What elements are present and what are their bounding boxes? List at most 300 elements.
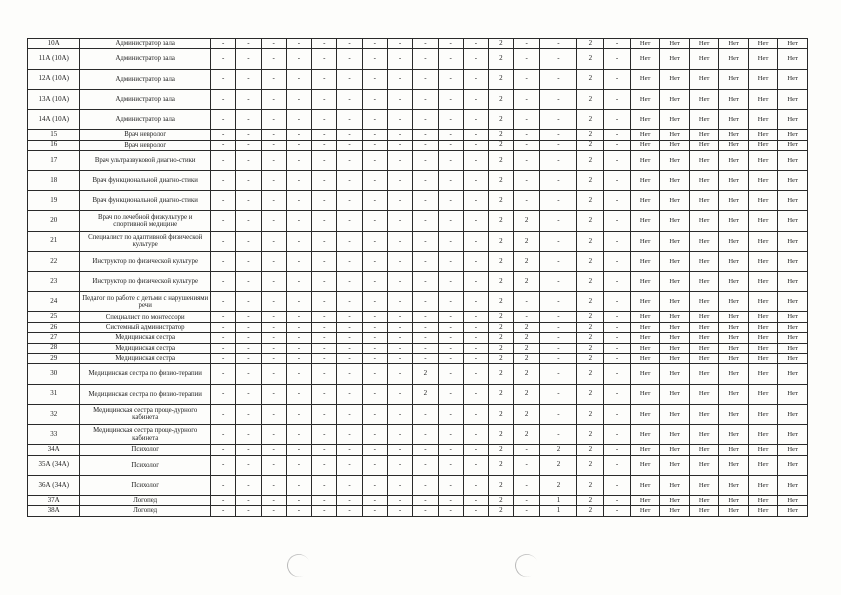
table-cell: Нет	[689, 445, 718, 455]
table-row	[28, 251, 808, 271]
table-cell: -	[604, 272, 631, 292]
table-cell: -	[286, 109, 311, 129]
table-cell: 2	[489, 109, 514, 129]
table-cell: -	[362, 150, 387, 170]
table-cell: -	[236, 140, 261, 150]
table-cell: 2	[577, 130, 604, 140]
table-cell: -	[463, 506, 488, 516]
table-cell: -	[286, 231, 311, 251]
table-cell: Нет	[748, 424, 777, 444]
table-cell: Нет	[689, 333, 718, 343]
table-cell: -	[604, 171, 631, 191]
table-cell: -	[413, 191, 438, 211]
table-row	[28, 312, 808, 322]
table-cell: -	[463, 140, 488, 150]
table-cell: Нет	[778, 404, 808, 424]
table-cell: -	[438, 455, 463, 475]
table-cell: Нет	[778, 150, 808, 170]
table-cell: -	[438, 495, 463, 505]
table-cell: Нет	[689, 251, 718, 271]
table-cell: -	[236, 49, 261, 69]
table-cell: Нет	[719, 475, 748, 495]
table-cell: -	[210, 364, 235, 384]
table-cell: -	[513, 130, 540, 140]
table-cell: Нет	[748, 322, 777, 332]
table-cell: -	[312, 353, 337, 363]
table-cell: -	[337, 322, 362, 332]
table-cell: -	[513, 445, 540, 455]
table-cell: -	[362, 231, 387, 251]
table-cell: 2	[513, 353, 540, 363]
table-cell: -	[387, 506, 412, 516]
table-cell: -	[540, 130, 577, 140]
table-cell: -	[312, 384, 337, 404]
table-cell: Нет	[689, 312, 718, 322]
position-name: Администратор зала	[80, 109, 211, 129]
table-cell: Нет	[748, 445, 777, 455]
table-cell: -	[312, 231, 337, 251]
table-cell: Нет	[630, 333, 659, 343]
table-cell: 2	[513, 343, 540, 353]
table-cell: -	[604, 312, 631, 322]
table-cell: Нет	[660, 69, 689, 89]
table-cell: -	[337, 506, 362, 516]
table-cell: -	[413, 69, 438, 89]
table-cell: 2	[577, 475, 604, 495]
table-cell: -	[413, 475, 438, 495]
table-cell: -	[540, 251, 577, 271]
table-row	[28, 211, 808, 231]
table-cell: -	[413, 251, 438, 271]
table-cell: Нет	[719, 191, 748, 211]
table-row	[28, 109, 808, 129]
table-cell: Нет	[630, 495, 659, 505]
table-cell: -	[337, 353, 362, 363]
table-cell: -	[210, 475, 235, 495]
table-cell: -	[210, 333, 235, 343]
table-cell: -	[362, 404, 387, 424]
table-cell: Нет	[630, 39, 659, 49]
position-name: Специалист по монтессори	[80, 312, 211, 322]
table-cell: -	[210, 211, 235, 231]
table-cell: -	[540, 272, 577, 292]
table-cell: -	[236, 445, 261, 455]
table-cell: Нет	[660, 292, 689, 312]
table-cell: -	[438, 69, 463, 89]
table-cell: -	[362, 333, 387, 343]
table-cell: -	[312, 455, 337, 475]
table-cell: -	[286, 89, 311, 109]
table-cell: -	[413, 506, 438, 516]
table-cell: Нет	[689, 191, 718, 211]
table-cell: -	[261, 343, 286, 353]
table-cell: -	[362, 475, 387, 495]
table-cell: -	[362, 211, 387, 231]
table-cell: -	[210, 495, 235, 505]
position-name: Медицинская сестра	[80, 343, 211, 353]
position-name: Врач невролог	[80, 140, 211, 150]
table-cell: -	[312, 251, 337, 271]
table-cell: Нет	[630, 150, 659, 170]
table-cell: 2	[513, 272, 540, 292]
position-name: Врач функциональной диагно-стики	[80, 191, 211, 211]
table-cell: -	[513, 109, 540, 129]
table-cell: -	[362, 49, 387, 69]
table-cell: 2	[489, 445, 514, 455]
table-cell: Нет	[719, 353, 748, 363]
table-cell: Нет	[778, 353, 808, 363]
table-cell: Нет	[630, 445, 659, 455]
table-cell: Нет	[748, 404, 777, 424]
row-number: 37А	[28, 495, 80, 505]
table-cell: Нет	[660, 445, 689, 455]
table-cell: -	[337, 89, 362, 109]
table-cell: -	[438, 231, 463, 251]
table-cell: 2	[577, 424, 604, 444]
table-cell: Нет	[719, 495, 748, 505]
table-cell: -	[337, 495, 362, 505]
table-cell: -	[513, 495, 540, 505]
row-number: 27	[28, 333, 80, 343]
row-number: 24	[28, 292, 80, 312]
table-cell: 2	[577, 231, 604, 251]
table-cell: -	[286, 475, 311, 495]
table-cell: -	[236, 455, 261, 475]
table-cell: Нет	[689, 150, 718, 170]
table-cell: -	[463, 424, 488, 444]
table-cell: 2	[489, 140, 514, 150]
row-number: 12А (10А)	[28, 69, 80, 89]
table-cell: -	[540, 39, 577, 49]
position-name: Психолог	[80, 455, 211, 475]
table-cell: Нет	[630, 455, 659, 475]
row-number: 14А (10А)	[28, 109, 80, 129]
table-row	[28, 231, 808, 251]
table-cell: 2	[540, 445, 577, 455]
table-cell: Нет	[630, 231, 659, 251]
table-cell: -	[236, 251, 261, 271]
table-cell: -	[261, 191, 286, 211]
table-cell: -	[463, 89, 488, 109]
table-cell: -	[413, 322, 438, 332]
table-cell: -	[438, 109, 463, 129]
table-cell: -	[387, 211, 412, 231]
table-cell: -	[210, 109, 235, 129]
table-cell: Нет	[748, 272, 777, 292]
table-cell: 2	[577, 211, 604, 231]
table-cell: Нет	[689, 49, 718, 69]
table-cell: 2	[489, 272, 514, 292]
table-body	[28, 39, 808, 517]
table-cell: -	[413, 130, 438, 140]
table-cell: -	[362, 191, 387, 211]
table-cell: -	[413, 292, 438, 312]
table-cell: -	[337, 272, 362, 292]
table-cell: -	[362, 109, 387, 129]
table-cell: -	[438, 89, 463, 109]
table-cell: -	[362, 384, 387, 404]
table-cell: -	[413, 231, 438, 251]
table-cell: -	[413, 445, 438, 455]
position-name: Психолог	[80, 445, 211, 455]
table-cell: 1	[540, 495, 577, 505]
table-cell: -	[362, 343, 387, 353]
table-cell: 2	[489, 251, 514, 271]
row-number: 10А	[28, 39, 80, 49]
row-number: 35А (34А)	[28, 455, 80, 475]
table-cell: 2	[489, 49, 514, 69]
table-cell: 2	[513, 211, 540, 231]
table-cell: -	[463, 109, 488, 129]
table-cell: -	[261, 231, 286, 251]
table-cell: 2	[577, 343, 604, 353]
table-cell: Нет	[630, 251, 659, 271]
table-cell: -	[387, 251, 412, 271]
table-row	[28, 404, 808, 424]
table-cell: -	[236, 171, 261, 191]
table-cell: -	[438, 404, 463, 424]
table-row	[28, 445, 808, 455]
table-cell: -	[604, 39, 631, 49]
table-cell: Нет	[630, 404, 659, 424]
table-cell: Нет	[719, 506, 748, 516]
workplace-table	[27, 38, 808, 517]
table-cell: Нет	[778, 333, 808, 343]
table-cell: -	[540, 312, 577, 322]
table-cell: Нет	[748, 39, 777, 49]
table-cell: 2	[577, 506, 604, 516]
table-cell: -	[362, 424, 387, 444]
table-cell: -	[236, 506, 261, 516]
table-cell: -	[438, 191, 463, 211]
table-cell: -	[312, 150, 337, 170]
table-cell: -	[604, 211, 631, 231]
table-cell: -	[337, 384, 362, 404]
table-row	[28, 292, 808, 312]
table-cell: Нет	[660, 353, 689, 363]
table-cell: Нет	[719, 150, 748, 170]
table-cell: Нет	[689, 231, 718, 251]
table-cell: -	[261, 171, 286, 191]
table-cell: -	[513, 475, 540, 495]
table-cell: -	[337, 231, 362, 251]
table-cell: Нет	[689, 69, 718, 89]
table-cell: Нет	[689, 424, 718, 444]
row-number: 31	[28, 384, 80, 404]
table-cell: Нет	[660, 140, 689, 150]
table-cell: 2	[489, 171, 514, 191]
table-cell: -	[604, 251, 631, 271]
table-cell: 2	[577, 251, 604, 271]
table-cell: -	[604, 424, 631, 444]
table-cell: Нет	[630, 384, 659, 404]
table-cell: Нет	[630, 140, 659, 150]
position-name: Медицинская сестра	[80, 353, 211, 363]
row-number: 13А (10А)	[28, 89, 80, 109]
table-cell: Нет	[630, 343, 659, 353]
table-cell: -	[387, 353, 412, 363]
table-cell: -	[236, 272, 261, 292]
table-cell: -	[312, 272, 337, 292]
table-cell: Нет	[748, 89, 777, 109]
table-cell: -	[312, 424, 337, 444]
table-cell: 2	[489, 39, 514, 49]
table-cell: -	[210, 445, 235, 455]
table-cell: -	[210, 384, 235, 404]
table-row	[28, 191, 808, 211]
table-cell: 2	[577, 49, 604, 69]
table-cell: Нет	[660, 130, 689, 140]
table-cell: -	[604, 231, 631, 251]
position-name: Специалист по адаптивной физической культуре	[80, 231, 211, 251]
table-cell: -	[387, 322, 412, 332]
table-cell: -	[387, 171, 412, 191]
table-cell: -	[513, 69, 540, 89]
table-cell: -	[337, 455, 362, 475]
table-cell: Нет	[689, 475, 718, 495]
table-cell: Нет	[689, 272, 718, 292]
table-cell: -	[438, 364, 463, 384]
table-cell: -	[261, 445, 286, 455]
table-cell: 2	[577, 384, 604, 404]
table-cell: Нет	[778, 384, 808, 404]
table-cell: Нет	[630, 364, 659, 384]
table-cell: 1	[540, 506, 577, 516]
table-cell: -	[312, 191, 337, 211]
table-row	[28, 495, 808, 505]
table-cell: Нет	[630, 475, 659, 495]
table-cell: Нет	[778, 39, 808, 49]
table-cell: Нет	[689, 39, 718, 49]
table-cell: Нет	[778, 312, 808, 322]
table-cell: -	[463, 455, 488, 475]
table-cell: Нет	[689, 322, 718, 332]
table-cell: Нет	[719, 39, 748, 49]
table-cell: -	[286, 333, 311, 343]
table-cell: -	[438, 140, 463, 150]
table-cell: -	[337, 333, 362, 343]
table-cell: -	[337, 140, 362, 150]
table-cell: -	[362, 251, 387, 271]
table-cell: -	[387, 495, 412, 505]
table-cell: -	[236, 231, 261, 251]
row-number: 33	[28, 424, 80, 444]
row-number: 11А (10А)	[28, 49, 80, 69]
row-number: 26	[28, 322, 80, 332]
table-row	[28, 506, 808, 516]
table-cell: -	[210, 69, 235, 89]
table-cell: -	[261, 455, 286, 475]
table-cell: Нет	[778, 140, 808, 150]
table-cell: -	[387, 140, 412, 150]
table-cell: Нет	[719, 445, 748, 455]
table-cell: -	[312, 312, 337, 322]
table-cell: Нет	[719, 89, 748, 109]
table-cell: 2	[489, 404, 514, 424]
table-cell: -	[413, 211, 438, 231]
table-cell: -	[438, 445, 463, 455]
table-cell: 2	[513, 384, 540, 404]
table-row	[28, 424, 808, 444]
table-row	[28, 69, 808, 89]
table-cell: -	[513, 292, 540, 312]
table-cell: Нет	[630, 130, 659, 140]
position-name: Медицинская сестра проце-дурного кабинета	[80, 424, 211, 444]
table-cell: -	[438, 424, 463, 444]
table-cell: -	[312, 343, 337, 353]
table-cell: -	[387, 89, 412, 109]
table-cell: Нет	[630, 292, 659, 312]
table-cell: Нет	[630, 424, 659, 444]
table-cell: -	[312, 130, 337, 140]
table-cell: -	[463, 445, 488, 455]
table-cell: Нет	[778, 231, 808, 251]
table-cell: -	[261, 333, 286, 343]
table-cell: -	[387, 364, 412, 384]
table-cell: Нет	[689, 171, 718, 191]
table-cell: Нет	[630, 49, 659, 69]
row-number: 17	[28, 150, 80, 170]
table-cell: -	[210, 49, 235, 69]
table-cell: Нет	[660, 312, 689, 322]
table-cell: -	[261, 251, 286, 271]
table-cell: Нет	[630, 171, 659, 191]
table-cell: -	[463, 475, 488, 495]
table-cell: Нет	[748, 312, 777, 322]
table-cell: -	[438, 384, 463, 404]
table-cell: -	[463, 211, 488, 231]
table-cell: Нет	[778, 455, 808, 475]
table-cell: 2	[513, 231, 540, 251]
table-cell: 2	[489, 211, 514, 231]
table-cell: -	[463, 322, 488, 332]
table-cell: -	[463, 384, 488, 404]
table-cell: -	[286, 150, 311, 170]
table-cell: -	[540, 191, 577, 211]
table-cell: -	[337, 475, 362, 495]
table-cell: -	[286, 343, 311, 353]
table-cell: -	[463, 343, 488, 353]
table-cell: Нет	[689, 89, 718, 109]
table-cell: -	[438, 333, 463, 343]
table-cell: -	[438, 211, 463, 231]
table-cell: 2	[489, 69, 514, 89]
table-cell: 2	[513, 322, 540, 332]
table-cell: Нет	[719, 455, 748, 475]
row-number: 30	[28, 364, 80, 384]
row-number: 29	[28, 353, 80, 363]
position-name: Медицинская сестра по физио-терапии	[80, 364, 211, 384]
table-cell: -	[312, 333, 337, 343]
table-cell: 2	[489, 455, 514, 475]
table-cell: 2	[577, 191, 604, 211]
table-cell: -	[387, 445, 412, 455]
table-cell: -	[540, 89, 577, 109]
table-cell: Нет	[689, 140, 718, 150]
table-cell: -	[312, 109, 337, 129]
table-cell: Нет	[748, 109, 777, 129]
table-cell: -	[604, 130, 631, 140]
table-cell: -	[210, 506, 235, 516]
table-cell: -	[261, 150, 286, 170]
table-cell: -	[337, 130, 362, 140]
document-sheet	[27, 38, 808, 517]
table-cell: -	[286, 404, 311, 424]
table-cell: -	[312, 364, 337, 384]
table-cell: Нет	[660, 231, 689, 251]
table-row	[28, 171, 808, 191]
table-cell: -	[540, 211, 577, 231]
